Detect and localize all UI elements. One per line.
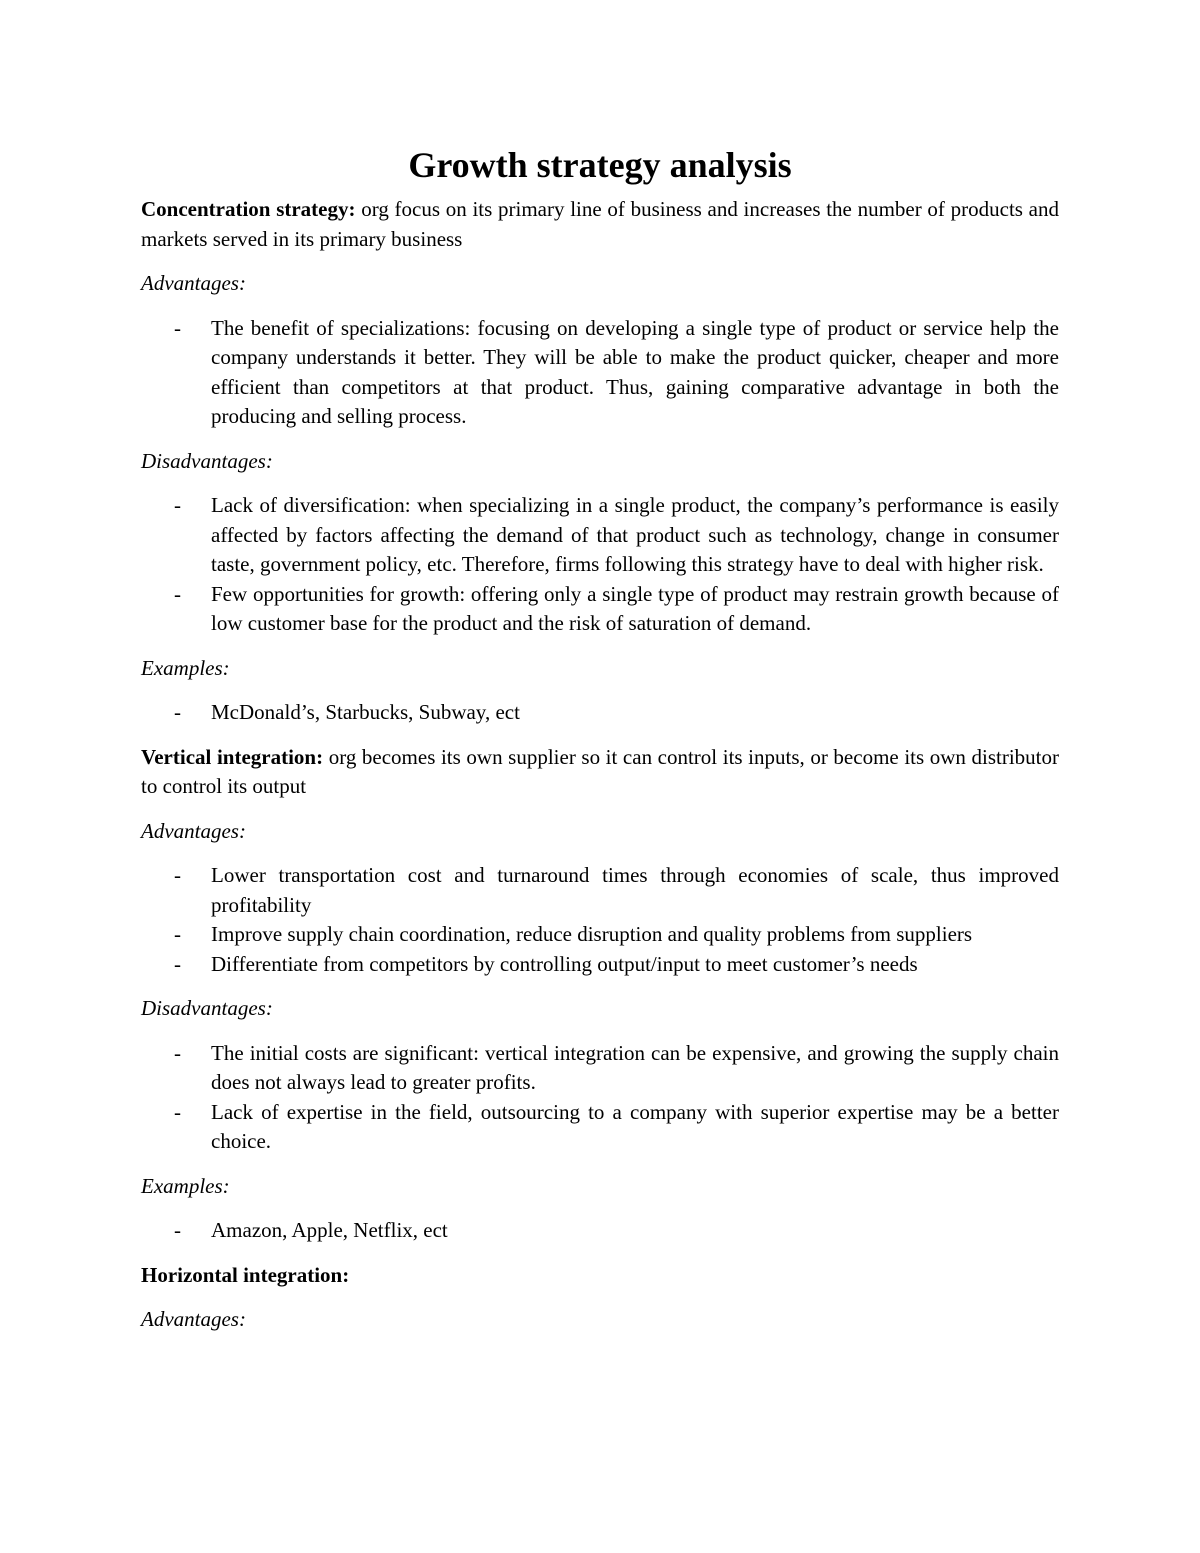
list-item-text: Lack of diversification: when specializing in a single product, the company’s performance is easily affected by factors affecting the demand of that product such as technology, change in consumer taste, government policy, etc. Therefore, firms following this strategy have to deal with higher risk. [211,493,1059,576]
list-item-text: McDonald’s, Starbucks, Subway, ect [211,700,520,724]
dash-bullet: - [174,951,181,976]
section-heading: Vertical integration: [141,744,324,769]
dash-bullet: - [174,581,181,606]
list-item [141,314,1059,432]
examples-list [141,1216,1059,1246]
concentration-strategy-paragraph [141,195,1059,254]
list-item-text: The benefit of specializations: focusing on developing a single type of product or service help the company understands it better. They will be able to make the product quicker, cheaper and more efficient than competitors at that product. Thus, gaining comparative advantage in both the producing and selling process. [211,315,1059,428]
disadvantages-list [141,491,1059,639]
list-item [141,491,1059,580]
section-heading: Horizontal integration: [141,1262,350,1287]
section-heading: Concentration strategy: [141,197,356,221]
list-item-text: Lower transportation cost and turnaround times through economies of scale, thus improved profitability [211,863,1059,917]
list-item [141,580,1059,639]
disadvantages-list [141,1039,1059,1157]
document-title: Growth strategy analysis [408,145,792,185]
advantages-label: Advantages: [141,1307,246,1331]
list-item-text: Amazon, Apple, Netflix, ect [211,1218,448,1242]
disadvantages-label: Disadvantages: [141,448,273,473]
dash-bullet: - [174,700,181,724]
list-item-text: Lack of expertise in the field, outsourcing to a company with superior expertise may be a better choice. [211,1099,1059,1153]
examples-list [141,698,1059,728]
list-item [141,1216,1059,1246]
list-item-text: Differentiate from competitors by controlling output/input to meet customer’s needs [211,951,918,976]
list-item [141,861,1059,920]
advantages-list [141,314,1059,432]
list-item [141,1098,1059,1157]
section-description: org becomes its own supplier so it can control its inputs, or become its own distributor to control its output [141,744,1060,798]
list-item [141,920,1059,950]
dash-bullet: - [174,1099,181,1124]
list-item [141,1039,1059,1098]
list-item [141,698,1059,728]
list-item-text: Improve supply chain coordination, reduce disruption and quality problems from suppliers [211,922,973,946]
list-item-text: The initial costs are significant: vertical integration can be expensive, and growing the supply chain does not always lead to greater profits. [211,1040,1059,1094]
dash-bullet: - [174,1040,181,1065]
dash-bullet: - [174,922,181,946]
examples-label: Examples: [141,1173,230,1198]
dash-bullet: - [174,493,181,517]
advantages-list [141,861,1059,979]
dash-bullet: - [174,1218,181,1242]
dash-bullet: - [174,863,181,887]
vertical-integration-paragraph [141,743,1059,802]
document-page [141,140,1059,1350]
list-item [141,950,1059,980]
advantages-label: Advantages: [141,271,246,295]
list-item-text: Few opportunities for growth: offering only a single type of product may restrain growth because of low customer base for the product and the risk of saturation of demand. [211,581,1059,635]
section-description: org focus on its primary line of business and increases the number of products and markets served in its primary business [141,197,1059,251]
horizontal-integration-paragraph [141,1261,1059,1291]
advantages-label: Advantages: [141,818,246,843]
dash-bullet: - [174,315,181,340]
examples-label: Examples: [141,655,230,680]
disadvantages-label: Disadvantages: [141,996,273,1020]
